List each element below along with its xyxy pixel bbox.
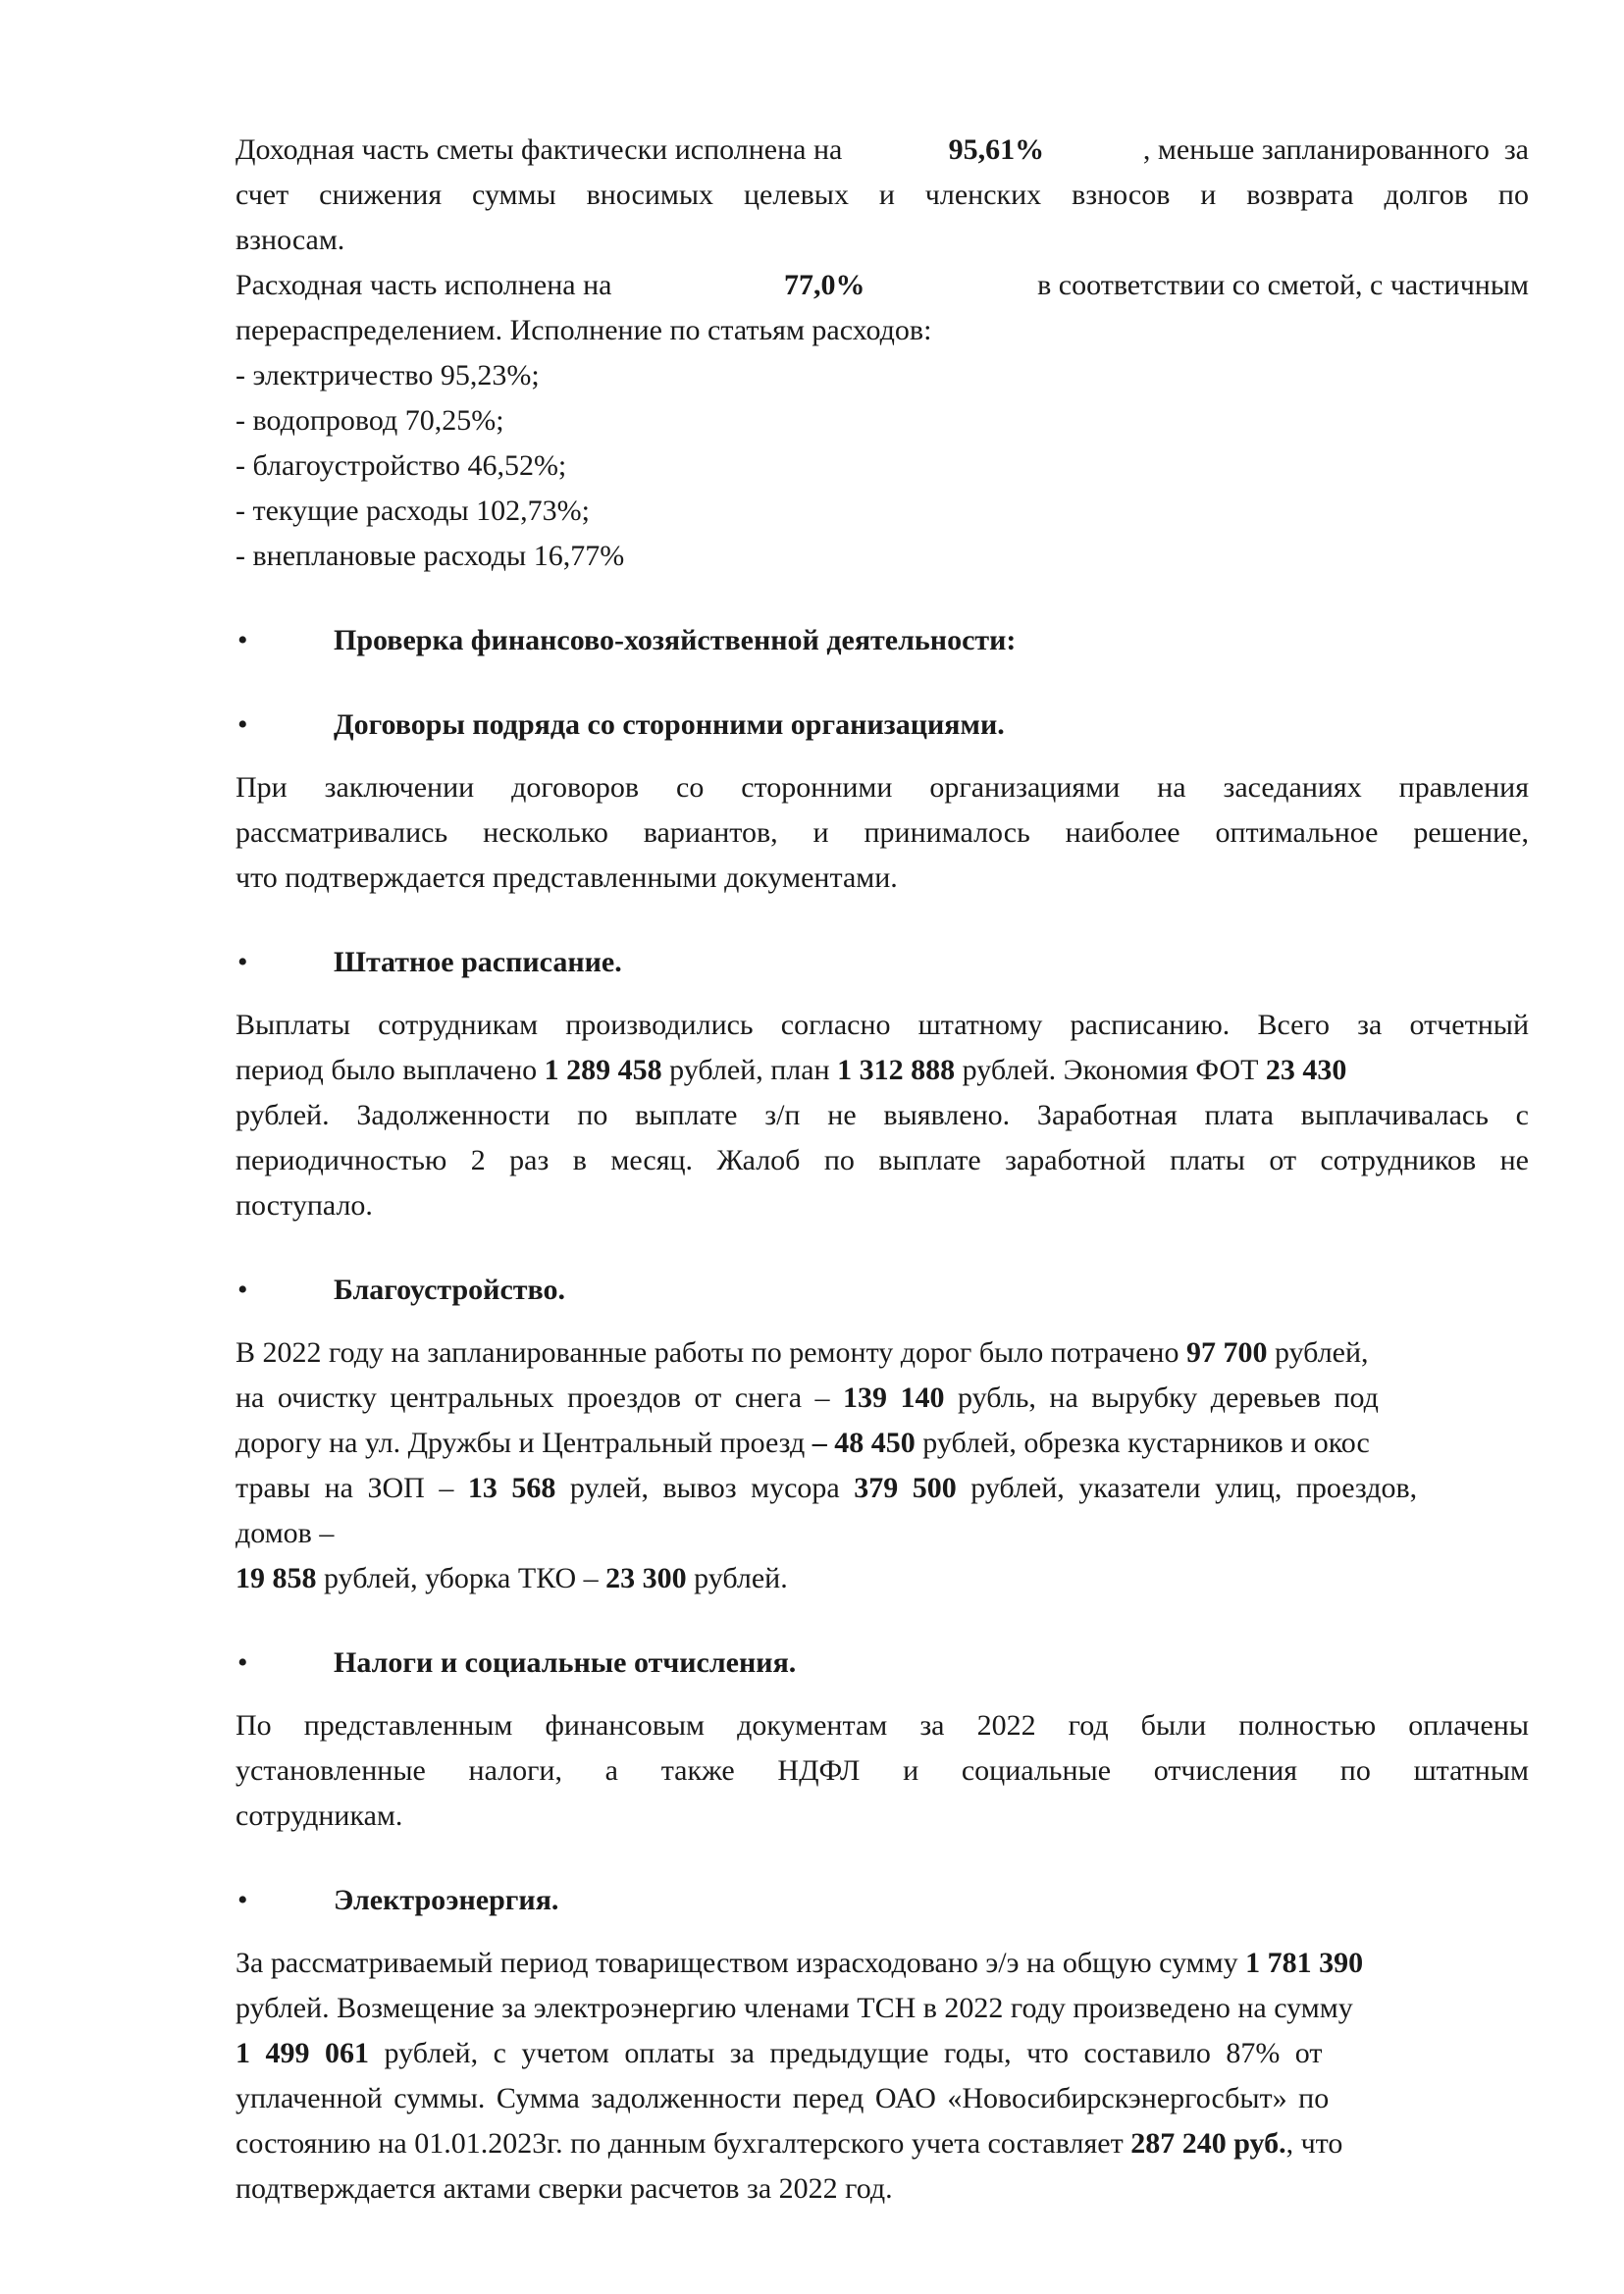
text-fragment: Доходная часть сметы фактически исполнена на [236,133,850,166]
text-fragment: в соответствии со сметой, с частичным [1029,269,1529,301]
text-line: сотрудникам. [236,1799,403,1832]
text-fragment: травы на ЗОП – [236,1472,468,1504]
text-line [236,1556,1529,1601]
bullet-icon: • [237,1884,248,1916]
text-line: домов – [236,1517,335,1549]
text-fragment: рублей, план [661,1054,838,1086]
tko-amount: 23 300 [605,1562,687,1594]
text-fragment: период было выплачено [236,1054,545,1086]
text-line: взносам. [236,224,345,256]
text-fragment: Расходная часть исполнена на [236,269,619,301]
section-heading-audit [236,618,1529,663]
list-item: - текущие расходы 102,73%; [236,495,591,527]
section-heading-contracts [236,703,1529,748]
text-line [236,1466,1529,1511]
text-line: уплаченной суммы. Сумма задолженности перед ОАО «Новосибирскэнергосбыт» по [236,2082,1330,2114]
section-heading-power [236,1878,1529,1923]
text-fragment: рублей, [1267,1336,1369,1369]
staff-paragraph [236,1003,1529,1228]
staff-paid-amount: 1 289 458 [544,1054,662,1086]
list-item: - электричество 95,23%; [236,359,540,391]
text-fragment: В 2022 году на запланированные работы по ремонту дорог было потрачено [236,1336,1186,1369]
bullet-icon: • [237,708,248,741]
section-heading-staff [236,940,1529,985]
text-line [236,1941,1529,1986]
text-line: По представленным финансовым документам за 2022 год были полностью оплачены [236,1709,1529,1742]
document-page [236,128,1529,2212]
power-spent-amount: 1 781 390 [1245,1947,1364,1979]
bullet-icon: • [237,624,248,656]
text-line [236,1330,1529,1376]
heading-text: Договоры подряда со сторонними организациями. [334,708,1005,741]
power-debt-amount: 287 240 руб. [1130,2127,1286,2160]
text-fragment: рублей. Экономия ФОТ [955,1054,1266,1086]
income-percent: 95,61% [948,133,1045,166]
power-paragraph [236,1941,1529,2212]
heading-text: Электроэнергия. [334,1884,559,1916]
heading-text: Проверка финансово-хозяйственной деятельности: [334,624,1017,656]
staff-plan-amount: 1 312 888 [837,1054,956,1086]
text-line: рублей. Возмещение за электроэнергию членами ТСН в 2022 году произведено на сумму [236,1992,1353,2024]
heading-text: Штатное расписание. [334,946,622,978]
expense-list [236,353,1529,579]
text-line: счет снижения суммы вносимых целевых и членских взносов и возврата долгов по [236,179,1529,211]
text-line: Выплаты сотрудникам производились согласно штатному расписанию. Всего за отчетный [236,1009,1529,1041]
text-line: подтверждается актами сверки расчетов за 2022 год. [236,2172,893,2205]
section-heading-taxes [236,1641,1529,1686]
contracts-paragraph [236,765,1529,901]
section-heading-improvement [236,1268,1529,1313]
bullet-icon: • [237,1274,248,1306]
text-fragment: рублей, обрезка кустарников и окос [915,1427,1370,1459]
snow-amount: 139 140 [843,1382,945,1414]
text-line: периодичностью 2 раз в месяц. Жалоб по выплате заработной платы от сотрудников не [236,1144,1529,1176]
income-paragraph [236,128,1529,263]
text-line: рассматривались несколько вариантов, и принималось наиболее оптимальное решение, [236,816,1529,849]
power-reimbursed-amount: 1 499 061 [236,2037,369,2069]
text-fragment: рубль, на вырубку деревьев под [944,1382,1379,1414]
heading-text: Налоги и социальные отчисления. [334,1646,797,1679]
text-line [236,2031,1529,2076]
text-line: рублей. Задолженности по выплате з/п не выявлено. Заработная плата выплачивалась с [236,1099,1529,1131]
text-fragment: рублей, указатели улиц, проездов, [956,1472,1418,1504]
bullet-icon: • [237,946,248,978]
text-fragment: на очистку центральных проездов от снега – [236,1382,844,1414]
grass-amount: 13 568 [467,1472,556,1504]
text-line [236,1376,1529,1421]
text-line: поступало. [236,1189,373,1222]
text-line [236,1421,1529,1466]
garbage-amount: 379 500 [854,1472,957,1504]
text-line [236,128,1529,173]
text-line: При заключении договоров со сторонними организациями на заседаниях правления [236,771,1529,804]
text-fragment: За рассматриваемый период товариществом израсходовано э/э на общую сумму [236,1947,1246,1979]
text-fragment: , что [1285,2127,1343,2160]
signs-amount: 19 858 [236,1562,317,1594]
text-fragment: рублей. [686,1562,788,1594]
text-fragment: рублей, с учетом оплаты за предыдущие годы, что составило 87% от [369,2037,1323,2069]
text-fragment: рублей, уборка ТКО – [316,1562,606,1594]
text-fragment: рулей, вывоз мусора [555,1472,855,1504]
taxes-paragraph [236,1703,1529,1839]
bullet-icon: • [237,1646,248,1679]
list-item: - благоустройство 46,52%; [236,449,567,482]
text-line: перераспределением. Исполнение по статьям расходов: [236,314,932,346]
roads-amount: 97 700 [1185,1336,1268,1369]
text-line: установленные налоги, а также НДФЛ и социальные отчисления по штатным [236,1754,1529,1787]
expense-paragraph [236,263,1529,353]
improvement-paragraph [236,1330,1529,1601]
list-item: - водопровод 70,25%; [236,404,504,437]
list-item: - внеплановые расходы 16,77% [236,540,625,572]
staff-saving-amount: 23 430 [1265,1054,1347,1086]
text-line [236,1048,1529,1093]
heading-text: Благоустройство. [334,1274,566,1306]
text-line [236,263,1529,308]
text-fragment: , меньше запланированного за [1142,133,1529,166]
text-line: что подтверждается представленными документами. [236,861,898,894]
trees-amount: – 48 450 [812,1427,916,1459]
expense-percent: 77,0% [784,269,865,301]
text-line [236,2121,1529,2166]
text-fragment: дорогу на ул. Дружбы и Центральный проезд [236,1427,812,1459]
text-fragment: состоянию на 01.01.2023г. по данным бухгалтерского учета составляет [236,2127,1131,2160]
